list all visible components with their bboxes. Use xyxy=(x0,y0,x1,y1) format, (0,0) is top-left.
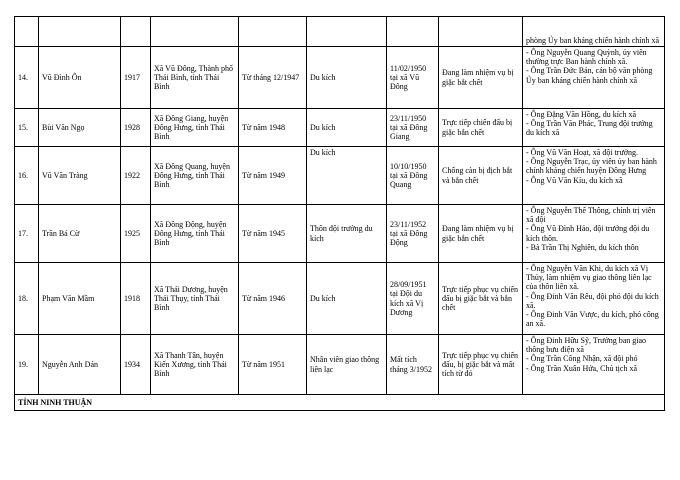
cell-name: Nguyễn Anh Dán xyxy=(39,335,121,395)
cell-hometown: Xã Đông Động, huyện Đông Hưng, tỉnh Thái Bình xyxy=(151,205,239,263)
table-row xyxy=(15,147,665,205)
witness-line: - Ông Đinh Văn Rêu, đội phó đội du kích xã. xyxy=(526,291,659,310)
cell-circumstance: Đang làm nhiệm vụ bị giặc bắn chết xyxy=(439,205,523,263)
witness-line: - Ông Trần Xuân Hứa, Chủ tịch xã xyxy=(526,363,637,373)
cell-name: Vũ Văn Tràng xyxy=(39,147,121,205)
cell-id: 18. xyxy=(15,263,39,335)
witness-line: - Ông Trần Văn Phác, Trung đội trưởng du kích xã xyxy=(526,119,653,138)
witness-line: - Ông Trần Đức Bản, cán bộ văn phòng Ủy ban kháng chiến hành chính xã xyxy=(526,66,653,85)
cell-circumstance: Chống càn bị địch bắt và bắn chết xyxy=(439,147,523,205)
cell-joined: Từ năm 1946 xyxy=(239,263,307,335)
cell-birth-year: 1918 xyxy=(121,263,151,335)
cell-unit: Thôn đội trưởng du kích xyxy=(307,205,387,263)
cell-unit: Du kích xyxy=(307,47,387,109)
cell-joined: Từ năm 1945 xyxy=(239,205,307,263)
cell-id: 17. xyxy=(15,205,39,263)
cell-unit: Du kích xyxy=(307,263,387,335)
cell-circumstance: Trực tiếp chiến đấu bị giặc bắn chết xyxy=(439,109,523,147)
cell-unit: Du kích xyxy=(307,147,387,205)
witness-line: - Ông Vũ Văn Kíu, du kích xã xyxy=(526,175,623,185)
witness-notes xyxy=(523,147,665,205)
cell-hometown: Xã Thanh Tân, huyện Kiến Xương, tỉnh Thái Bình xyxy=(151,335,239,395)
witness-notes xyxy=(523,335,665,395)
cell-hometown: Xã Vũ Đông, Thành phố Thái Bình, tỉnh Thái Bình xyxy=(151,47,239,109)
cell-circumstance: Trực tiếp phục vụ chiến đấu, bị giặc bắt và mất tích từ đó xyxy=(439,335,523,395)
witness-notes xyxy=(523,109,665,147)
table-row xyxy=(15,47,665,109)
cell-birth-year: 1917 xyxy=(121,47,151,109)
witness-notes xyxy=(523,17,665,47)
cell-date-place: Mất tích tháng 3/1952 xyxy=(387,335,439,395)
martyr-list-table xyxy=(14,16,665,411)
witness-notes xyxy=(523,205,665,263)
cell-circumstance: Đang làm nhiệm vụ bị giặc bắt chết xyxy=(439,47,523,109)
table-row xyxy=(15,205,665,263)
cell-name: Bùi Văn Ngọ xyxy=(39,109,121,147)
cell-hometown: Xã Đông Quang, huyện Đông Hưng, tỉnh Thái Bình xyxy=(151,147,239,205)
cell-hometown: Xã Đông Giang, huyện Đông Hưng, tỉnh Thái Bình xyxy=(151,109,239,147)
witness-line: - Ông Đinh Hữu Sỹ, Trưởng ban giao thông bưu điện xã xyxy=(526,336,647,355)
witness-line: - Ông Nguyễn Văn Khi, du kích xã Vị Thủy, làm nhiệm vụ giao thông liên lạc của thôn liên xã. xyxy=(526,264,652,292)
witness-line: - Bà Trần Thị Nghiên, du kích thôn xyxy=(526,242,639,252)
cell-birth-year: 1934 xyxy=(121,335,151,395)
witness-line: - Ông Nguyễn Trạc, ủy viên ủy ban hành chính kháng chiến huyện Đông Hưng xyxy=(526,157,657,176)
cell-name: Vũ Đình Ôn xyxy=(39,47,121,109)
witness-line: - Ông Nguyễn Quang Quỳnh, ủy viên thường trực Ban hành chính xã. xyxy=(526,48,647,67)
cell-birth-year: 1922 xyxy=(121,147,151,205)
witness-line: - Ông Đinh Văn Vược, du kích, phó công an xã. xyxy=(526,309,659,329)
witness-line: - Ông Đặng Văn Hồng, du kích xã xyxy=(526,110,637,119)
cell-date-place: 28/09/1951 tại Đội du kích xã Vị Dương xyxy=(387,263,439,335)
cell-hometown: Xã Thái Dương, huyện Thái Thụy, tỉnh Thái Bình xyxy=(151,263,239,335)
cell-name: Phạm Văn Mầm xyxy=(39,263,121,335)
cell-birth-year: 1928 xyxy=(121,109,151,147)
table-row xyxy=(15,263,665,335)
cell-id: 16. xyxy=(15,147,39,205)
table-row xyxy=(15,335,665,395)
cell-joined: Từ năm 1951 xyxy=(239,335,307,395)
cell-id: 14. xyxy=(15,47,39,109)
witness-notes xyxy=(523,47,665,109)
witness-line: phòng Ủy ban kháng chiến hành chính xã xyxy=(526,35,660,45)
cell-id: 15. xyxy=(15,109,39,147)
cell-id: 19. xyxy=(15,335,39,395)
cell-unit: Du kích xyxy=(307,109,387,147)
cell-date-place: 10/10/1950 tại xã Đông Quang xyxy=(387,147,439,205)
cell-unit: Nhân viên giao thông liên lạc xyxy=(307,335,387,395)
cell-birth-year: 1925 xyxy=(121,205,151,263)
witness-line: - Ông Vũ Đình Hảo, đội trưởng đội du kích thôn. xyxy=(526,224,650,243)
table-row xyxy=(15,109,665,147)
table-row xyxy=(15,17,665,47)
cell-circumstance: Trực tiếp phục vụ chiến đấu bị giặc bắt và bắn chết xyxy=(439,263,523,335)
cell-joined: Từ năm 1948 xyxy=(239,109,307,147)
cell-date-place: 23/11/1950 tại xã Đông Giang xyxy=(387,109,439,147)
cell-joined: Từ năm 1949 xyxy=(239,147,307,205)
witness-line: - Ông Trần Công Nhận, xã đội phó xyxy=(526,354,638,364)
cell-date-place: 11/02/1950 tại xã Vũ Đông xyxy=(387,47,439,109)
cell-name: Trần Bá Cừ xyxy=(39,205,121,263)
witness-line: - Ông Nguyễn Thế Thông, chính trị viên xã đội xyxy=(526,206,656,225)
witness-line: - Ông Vũ Văn Hoạt, xã đội trưởng. xyxy=(526,148,639,157)
cell-date-place: 23/11/1952 tại xã Đông Động xyxy=(387,205,439,263)
province-heading-row xyxy=(15,395,665,411)
province-heading: TỈNH NINH THUẬN xyxy=(15,395,665,411)
cell-joined: Từ tháng 12/1947 xyxy=(239,47,307,109)
witness-notes xyxy=(523,263,665,335)
